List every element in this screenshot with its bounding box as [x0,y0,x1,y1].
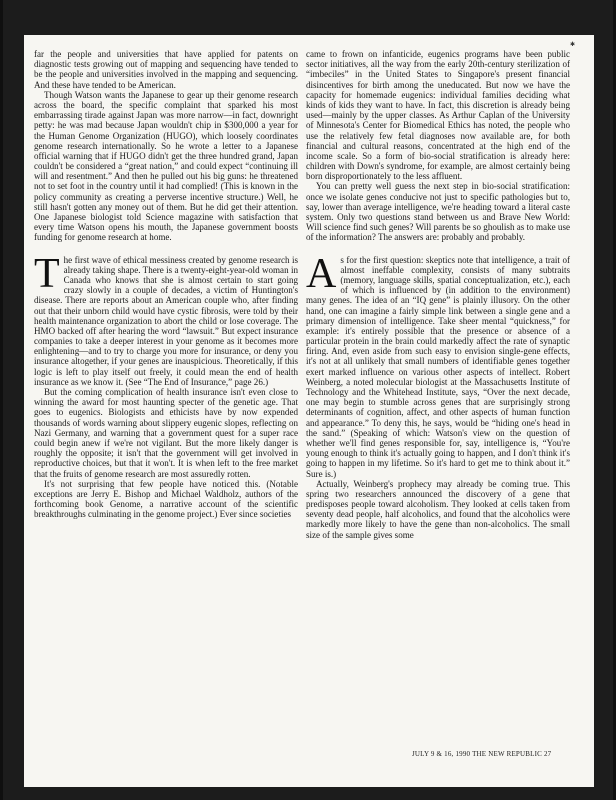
paragraph: Actually, Weinberg's prophecy may already be coming true. This spring two researchers announced the discovery of a gene that predisposes people toward alcoholism. They looked at cells taken from seventy dead people, half alcoholics, and found that the alcoholics were markedly more likely to have the gene than non-alcoholics. The small size of the sample gives some [306,478,570,540]
left-column [34,49,298,519]
paragraph: far the people and universities that have applied for patents on diagnostic tests growing out of mapping and sequencing have tended to be the people and universities involved in the mapping and sequencing. And these have tended to be American. [34,49,298,90]
right-column [306,49,570,540]
section-break [306,243,570,255]
paragraph: came to frown on infanticide, eugenics programs have been public sector initiatives, all the way from the early 20th-century sterilization of “imbeciles” in the United States to Singapore's present financial disincentives for birth among the uneducated. But now we have the capacity for homemade eugenics: individual families deciding what kinds of kids they want to have. In fact, this discretion is already being used—mainly by the upper classes. As Arthur Caplan of the University of Minnesota's Center for Biomedical Ethics has noted, the people who use the relatively few fetal diagnoses now available are, for both financial and cultural reasons, concentrated at the high end of the income scale. So a form of bio-social stratification is already here: children with Down's syndrome, for example, are almost certainly being born disproportionately to the less affluent. [306,49,570,182]
drop-cap: T [34,250,60,297]
drop-cap: A [306,250,337,297]
page-footer: JULY 9 & 16, 1990 THE NEW REPUBLIC 27 [412,750,552,758]
paragraph: But the coming complication of health insurance isn't even close to winning the award for most haunting specter of the genetic age. That goes to eugenics. Biologists and ethicists have by now expended thousands of words warning about slippery eugenic slopes, reflecting on Nazi Germany, and warning that a government quest for a super race could begin anew if we're not vigilant. But the more likely danger is roughly the opposite; it isn't that the government will get involved in reproductive choices, but that it won't. It is when left to the free market that the fruits of genome research are most assuredly rotten. [34,387,298,479]
magazine-page [24,35,594,787]
paragraph: You can pretty well guess the next step in bio-social stratification: once we isolate genes conducive not just to specific pathologies but to, say, lower than average intelligence, we're heading toward a literal caste system. Only two questions stand between us and Brave New World: Will science find such genes? Will parents be so ghoulish as to make use of the information? The answers are: probably and probably. [306,181,570,243]
section-break [34,243,298,255]
scan-edge-left [0,0,3,800]
corner-mark: ✱ [570,42,576,48]
paragraph-text: s for the first question: skeptics note that intelligence, a trait of almost ineffable complexity, consists of many subtraits (memory, language skills, spatial conceptualization, etc.), each of which is influenced by (in addition to the environment) many genes. The idea of an “IQ gene” is plainly illusory. On the other hand, one can imagine a fairly simple link between a single gene and a primary dimension of intelligence. Take sheer mental “quickness,” for example: it's entirely possible that the presence or absence of a particular protein in the brain could markedly affect the rate of synaptic firing. And, even aside from such easy to envision single-gene effects, it's not at all unlikely that small numbers of identifiable genes together exert marked influence on various other aspects of intellect. Robert Weinberg, a noted molecular biologist at the Massachusetts Institute of Technology and the Whitehead Institute, says, “Over the next decade, one may begin to stumble across genes that are surprisingly strong determinants of cognition, affect, and other aspects of human function and appearance.” To deny this, he says, would be “hiding one's head in the sand.” (Speaking of which: Watson's view on the question of whether we'll find genes responsible for, say, intelligence is, “You're young enough to think it's actually going to happen, and I don't think it's going to happen in my lifetime. So it's hard to get me to think about it.” Sure is.) [306,254,570,479]
paragraph-text: he first wave of ethical messiness created by genome research is already taking shape. There is a twenty-eight-year-old woman in Canada who knows that she is almost certain to start going crazy slowly in a couple of decades, a victim of Huntington's disease. There are reports about an American couple who, after finding out that their unborn child would have cystic fibrosis, were told by their health maintenance organization to abort the child or lose coverage. The HMO backed off after hearing the word “lawsuit.” But expect insurance companies to take a deeper interest in your genome as it becomes more enlightening—and to try to charge you more for insurance, or deny you insurance altogether, if your genes are inauspicious. Theoretically, if this logic is left to play itself out freely, it could mean the end of health insurance as we know it. (See “The End of Insurance,” page 26.) [34,254,298,387]
paragraph: Though Watson wants the Japanese to gear up their genome research across the board, the specific complaint that sparked his most embarrassing tirade against Japan was more narrow—in fact, downright petty: he was mad because Japan wouldn't chip in $300,000 a year for the Human Genome Organization (HUGO), which loosely coordinates genome research internationally. So he wrote a letter to a Japanese official warning that if HUGO didn't get the three hundred grand, Japan couldn't be considered a “great nation,” and could expect “continuing ill will and resentment.” And then he pulled out his big guns: he threatened not to set foot in the country until it had complied! (This is known in the policy community as creating a perverse incentive structure.) Well, he still hasn't gotten any money out of them. But he did get their attention. One Japanese biologist told Science magazine with satisfaction that every time Watson opens his mouth, the Japanese government boosts funding for genome research at home. [34,89,298,243]
paragraph: It's not surprising that few people have noticed this. (Notable exceptions are Jerry E. Bishop and Michael Waldholz, authors of the forthcoming book Genome, a narrative account of the scientific breakthroughs culminating in the genome project.) Ever since societies [34,478,298,520]
paragraph-with-drop-cap [34,250,298,387]
paragraph-with-drop-cap [306,250,570,479]
